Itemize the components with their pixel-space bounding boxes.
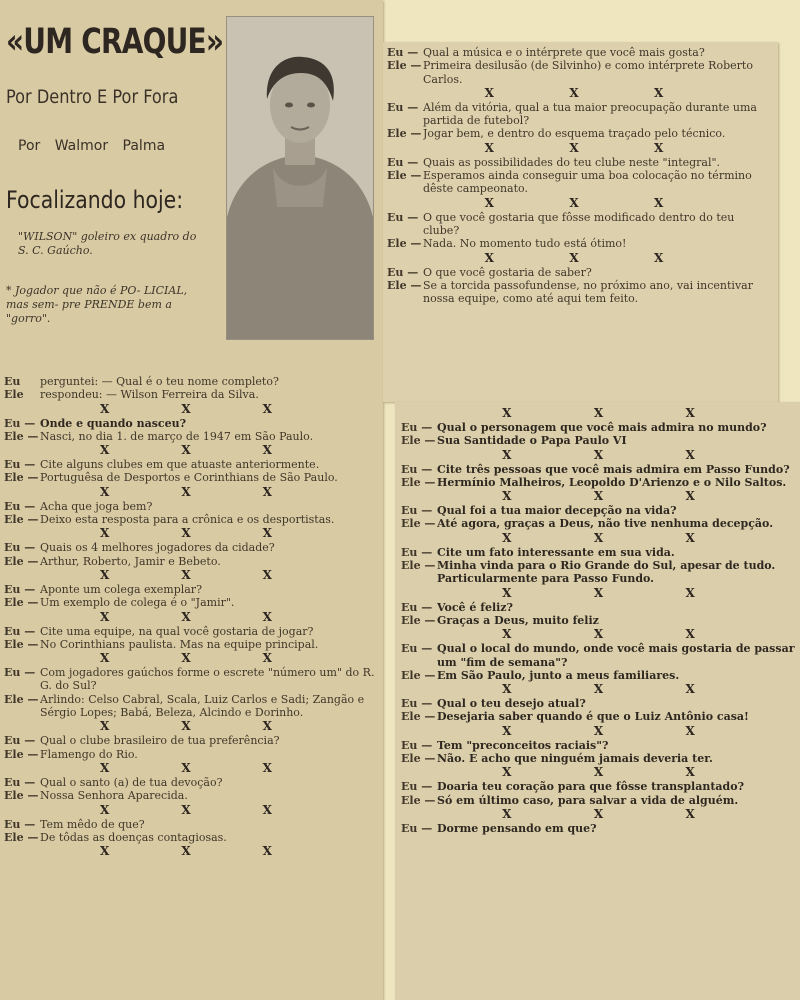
separator-mark: X [262, 526, 272, 541]
interview-text: Flamengo do Rio. [40, 747, 138, 761]
speaker-label: Eu — [4, 734, 36, 748]
speaker-label: Eu — [4, 624, 36, 638]
interview-text: Além da vitória, qual a tua maior preocupação durante uma partida de futebol? [423, 100, 761, 128]
separator-mark: X [100, 609, 110, 624]
section-separator [401, 807, 800, 822]
interview-line [401, 614, 800, 627]
separator-mark: X [685, 530, 695, 545]
separator-mark: X [100, 719, 110, 734]
separator-mark: X [262, 443, 272, 458]
interview-text: Qual o personagem que você mais admira no mundo? [437, 421, 767, 434]
separator-mark: X [262, 651, 272, 666]
separator-mark: X [685, 627, 695, 642]
interview-text: Qual foi a tua maior decepção na vida? [437, 504, 677, 518]
interview-text: Em São Paulo, junto a meus familiares. [437, 668, 680, 682]
interview-text: respondeu: — Wilson Ferreira da Silva. [40, 388, 259, 402]
separator-mark: X [502, 806, 512, 821]
interview-line [4, 555, 378, 568]
interview-text: Nada. No momento tudo está ótimo! [423, 237, 627, 251]
speaker-label: Ele — [401, 434, 436, 448]
separator-mark: X [569, 250, 579, 265]
separator-mark: X [100, 484, 110, 499]
interview-line [4, 638, 378, 651]
separator-mark: X [653, 250, 664, 265]
separator-mark: X [653, 140, 664, 155]
section-separator [4, 844, 378, 859]
interview-line [401, 504, 800, 517]
separator-mark: X [593, 627, 604, 642]
separator-mark: X [100, 443, 110, 458]
section-separator [387, 251, 771, 266]
separator-mark: X [502, 406, 512, 420]
speaker-label: Eu — [387, 265, 419, 279]
speaker-label: Eu [4, 375, 21, 388]
speaker-label: Ele — [4, 596, 39, 610]
separator-mark: X [685, 682, 695, 697]
interview-text: Acha que joga bem? [40, 499, 153, 513]
interview-text: Deixo esta resposta para a crônica e os desportistas. [40, 513, 335, 527]
separator-mark: X [484, 195, 494, 210]
interview-line [387, 101, 771, 128]
separator-mark: X [181, 443, 191, 458]
interview-line [401, 559, 800, 586]
separator-mark: X [100, 760, 110, 775]
interview-text: O que você gostaria de saber? [423, 265, 592, 279]
interview-line [401, 710, 800, 723]
speaker-label: Ele — [4, 637, 39, 651]
speaker-label: Ele [4, 388, 24, 402]
interview-text: Qual o local do mundo, onde você mais gostaria de passar um "fim de semana"? [437, 642, 799, 669]
interview-line [4, 666, 378, 693]
section-heading: Focalizando hoje: [6, 186, 184, 214]
section-separator [4, 526, 378, 541]
speaker-label: Ele — [401, 613, 436, 627]
separator-mark: X [685, 447, 695, 462]
interview-line [4, 776, 378, 789]
interview-text: Quais as possibilidades do teu clube neste "integral". [423, 155, 721, 169]
section-separator [401, 627, 800, 642]
section-separator [387, 196, 771, 211]
article-byline: Por Walmor Palma [18, 138, 166, 154]
section-separator [387, 141, 771, 156]
speaker-label: Ele — [4, 747, 39, 761]
interview-line [401, 697, 800, 710]
speaker-label: Ele — [401, 668, 436, 682]
speaker-label: Ele — [401, 517, 436, 531]
separator-mark: X [593, 682, 604, 697]
interview-line [401, 794, 800, 807]
interview-line [401, 780, 800, 793]
interview-text: Arthur, Roberto, Jamir e Bebeto. [40, 554, 221, 568]
section-separator [387, 86, 771, 101]
speaker-label: Eu — [387, 46, 419, 59]
interview-text: De tôdas as doenças contagiosas. [40, 830, 227, 844]
interview-line [4, 596, 378, 609]
speaker-label: Ele — [4, 789, 39, 803]
speaker-label: Eu — [387, 210, 419, 224]
speaker-label: Eu — [401, 421, 433, 434]
separator-mark: X [685, 723, 695, 738]
separator-mark: X [685, 765, 695, 780]
interview-line [4, 625, 378, 638]
interview-line [387, 156, 771, 169]
speaker-label: Eu — [401, 738, 433, 752]
interview-line [401, 739, 800, 752]
section-separator [401, 682, 800, 697]
interview-text: Arlindo: Celso Cabral, Scala, Luiz Carlos e Sadi; Zangão e Sérgio Lopes; Babá, Beleza, Alcindo e Dorinho. [40, 692, 368, 720]
separator-mark: X [593, 765, 604, 780]
interview-text: O que você gostaria que fôsse modificado dentro do teu clube? [423, 210, 738, 237]
separator-mark: X [181, 484, 191, 499]
interview-line [387, 266, 771, 279]
interview-line [4, 513, 378, 526]
separator-mark: X [653, 85, 664, 100]
interview-text: perguntei: — Qual é o teu nome completo? [40, 375, 279, 388]
interview-line [401, 669, 800, 682]
interview-text: No Corinthians paulista. Mas na equipe principal. [40, 637, 319, 651]
speaker-label: Eu — [401, 821, 433, 835]
interview-line [401, 642, 800, 669]
speaker-label: Ele — [401, 559, 436, 573]
speaker-label: Eu — [401, 780, 433, 794]
speaker-label: Eu — [4, 817, 36, 831]
interview-left-column [4, 375, 378, 859]
speaker-label: Ele — [387, 127, 422, 141]
interview-text: Sua Santidade o Papa Paulo VI [437, 434, 627, 448]
interview-line [401, 822, 800, 835]
separator-mark: X [502, 765, 512, 780]
separator-mark: X [100, 526, 110, 541]
interview-line [401, 434, 800, 447]
interview-line [4, 748, 378, 761]
separator-mark: X [181, 567, 191, 582]
interview-line [4, 500, 378, 513]
article-subtitle: Por Dentro E Por Fora [6, 86, 179, 108]
interview-text: Cite três pessoas que você mais admira em Passo Fundo? [437, 462, 790, 476]
separator-mark: X [262, 760, 272, 775]
speaker-label: Eu — [4, 541, 36, 555]
separator-mark: X [262, 401, 272, 416]
interview-line [4, 693, 378, 720]
interview-text: Doaria teu coração para que fôsse transplantado? [437, 780, 745, 794]
interview-line [387, 279, 771, 306]
separator-mark: X [502, 585, 512, 600]
speaker-label: Ele — [4, 554, 39, 568]
separator-mark: X [569, 140, 579, 155]
separator-mark: X [569, 85, 579, 100]
interview-text: Se a torcida passofundense, no próximo ano, vai incentivar nossa equipe, como até aqui tem feito. [423, 278, 757, 306]
section-separator [401, 724, 800, 739]
speaker-label: Ele — [401, 752, 436, 766]
interview-line [387, 127, 771, 140]
separator-mark: X [569, 195, 579, 210]
separator-mark: X [653, 195, 664, 210]
interview-line [401, 546, 800, 559]
interview-line [401, 421, 800, 434]
section-separator [4, 443, 378, 458]
player-intro: "WILSON" goleiro ex quadro do S. C. Gaúcho. [18, 230, 197, 257]
section-separator [4, 651, 378, 666]
section-separator [401, 406, 800, 421]
speaker-label: Ele — [4, 471, 39, 485]
interview-text: Dorme pensando em que? [437, 821, 597, 835]
interview-text: Qual o clube brasileiro de tua preferência? [40, 734, 280, 748]
interview-text: Cite alguns clubes em que atuaste anteriormente. [40, 458, 320, 472]
interview-text: Hermínio Malheiros, Leopoldo D'Arienzo e o Nilo Saltos. [437, 475, 787, 489]
interview-line [401, 752, 800, 765]
separator-mark: X [502, 489, 512, 504]
interview-text: Desejaria saber quando é que o Luiz Antônio casa! [437, 710, 749, 724]
interview-text: Com jogadores gaúchos forme o escrete "número um" do R. G. do Sul? [40, 666, 378, 693]
separator-mark: X [100, 401, 110, 416]
separator-mark: X [685, 585, 695, 600]
interview-text: Tem mêdo de que? [40, 817, 145, 831]
interview-line [4, 417, 378, 430]
speaker-label: Eu — [401, 600, 433, 614]
separator-mark: X [484, 140, 494, 155]
speaker-label: Eu — [401, 642, 433, 656]
separator-mark: X [181, 609, 191, 624]
interview-line [387, 211, 771, 238]
interview-line [4, 831, 378, 844]
speaker-label: Eu — [4, 775, 36, 789]
speaker-label: Eu — [4, 458, 36, 472]
interview-text: Não. E acho que ninguém jamais deveria ter. [437, 752, 713, 766]
interview-text: Só em último caso, para salvar a vida de alguém. [437, 793, 739, 807]
separator-mark: X [262, 719, 272, 734]
separator-mark: X [100, 844, 110, 859]
speaker-label: Ele — [4, 513, 39, 527]
interview-right-top-column [387, 46, 771, 305]
section-separator [4, 803, 378, 818]
speaker-label: Eu — [401, 504, 433, 518]
interview-text: Um exemplo de colega é o "Jamir". [40, 596, 235, 610]
section-separator [4, 568, 378, 583]
interview-text: Qual o teu desejo atual? [437, 697, 586, 711]
interview-line [4, 471, 378, 484]
speaker-label: Ele — [4, 830, 39, 844]
section-separator [4, 402, 378, 417]
interview-line [401, 463, 800, 476]
interview-text: Graças a Deus, muito feliz [437, 613, 599, 627]
separator-mark: X [502, 447, 512, 462]
interview-right-bottom-column [401, 406, 800, 835]
interview-line [4, 583, 378, 596]
separator-mark: X [484, 85, 494, 100]
speaker-label: Eu — [4, 666, 36, 680]
separator-mark: X [593, 406, 604, 420]
interview-text: Cite uma equipe, na qual você gostaria de jogar? [40, 624, 314, 638]
interview-text: Quais os 4 melhores jogadores da cidade? [40, 541, 275, 555]
interview-text: Cite um fato interessante em sua vida. [437, 545, 675, 559]
interview-line [387, 59, 771, 86]
interview-line [4, 430, 378, 443]
separator-mark: X [593, 530, 604, 545]
speaker-label: Ele — [4, 429, 39, 443]
separator-mark: X [262, 802, 272, 817]
interview-text: Aponte um colega exemplar? [40, 582, 202, 596]
separator-mark: X [181, 760, 191, 775]
player-note: * Jogador que não é PO- LICIAL, mas sem- pre PRENDE bem a "gorro". [6, 284, 188, 325]
separator-mark: X [593, 806, 604, 821]
speaker-label: Eu — [4, 582, 36, 596]
interview-line [4, 818, 378, 831]
interview-text: Minha vinda para o Rio Grande do Sul, apesar de tudo. Particularmente para Passo Fundo. [437, 559, 780, 586]
interview-line [401, 517, 800, 530]
separator-mark: X [502, 682, 512, 697]
interview-text: Portuguêsa de Desportos e Corinthians de São Paulo. [40, 471, 338, 485]
separator-mark: X [181, 844, 191, 859]
separator-mark: X [100, 651, 110, 666]
separator-mark: X [685, 806, 695, 821]
interview-text: Qual a música e o intérprete que você mais gosta? [423, 46, 705, 59]
interview-text: Primeira desilusão (de Silvinho) e como intérprete Roberto Carlos. [423, 59, 757, 86]
separator-mark: X [502, 627, 512, 642]
newspaper-clipping-right-bottom [395, 402, 800, 1000]
speaker-label: Ele — [387, 59, 422, 73]
speaker-label: Ele — [387, 237, 422, 251]
interview-line [387, 237, 771, 250]
section-separator [401, 586, 800, 601]
separator-mark: X [181, 802, 191, 817]
interview-line [4, 458, 378, 471]
speaker-label: Ele — [401, 710, 436, 724]
separator-mark: X [593, 723, 604, 738]
section-separator [401, 531, 800, 546]
section-separator [4, 610, 378, 625]
interview-line [4, 375, 378, 388]
separator-mark: X [262, 484, 272, 499]
separator-mark: X [181, 719, 191, 734]
separator-mark: X [100, 802, 110, 817]
interview-line [4, 734, 378, 747]
separator-mark: X [685, 489, 695, 504]
newspaper-clipping-right-top [383, 42, 778, 402]
interview-text: Tem "preconceitos raciais"? [437, 738, 609, 752]
section-separator [4, 761, 378, 776]
separator-mark: X [262, 567, 272, 582]
speaker-label: Ele — [401, 793, 436, 807]
interview-line [4, 388, 378, 401]
interview-text: Onde e quando nasceu? [40, 416, 187, 430]
interview-line [401, 476, 800, 489]
interview-text: Nasci, no dia 1. de março de 1947 em São Paulo. [40, 429, 314, 443]
section-separator [4, 719, 378, 734]
interview-text: Esperamos ainda conseguir uma boa colocação no término dêste campeonato. [423, 169, 756, 196]
interview-text: Até agora, graças a Deus, não tive nenhuma decepção. [437, 517, 774, 531]
section-separator [401, 765, 800, 780]
player-photo [226, 16, 374, 340]
separator-mark: X [593, 489, 604, 504]
speaker-label: Eu — [4, 499, 36, 513]
speaker-label: Eu — [4, 416, 36, 430]
section-separator [401, 448, 800, 463]
separator-mark: X [484, 250, 494, 265]
speaker-label: Eu — [401, 697, 433, 711]
separator-mark: X [593, 447, 604, 462]
separator-mark: X [502, 530, 512, 545]
speaker-label: Eu — [401, 462, 433, 476]
speaker-label: Eu — [401, 545, 433, 559]
interview-text: Você é feliz? [437, 600, 513, 614]
interview-text: Jogar bem, e dentro do esquema traçado pelo técnico. [423, 127, 726, 141]
speaker-label: Ele — [387, 278, 422, 292]
separator-mark: X [262, 609, 272, 624]
speaker-label: Eu — [387, 100, 419, 114]
interview-text: Nossa Senhora Aparecida. [40, 789, 188, 803]
separator-mark: X [181, 651, 191, 666]
interview-line [401, 601, 800, 614]
separator-mark: X [502, 723, 512, 738]
newspaper-clipping-left [0, 0, 383, 1000]
speaker-label: Ele — [4, 692, 39, 706]
speaker-label: Ele — [401, 475, 436, 489]
separator-mark: X [685, 406, 695, 420]
separator-mark: X [181, 526, 191, 541]
separator-mark: X [181, 401, 191, 416]
separator-mark: X [262, 844, 272, 859]
separator-mark: X [593, 585, 604, 600]
portrait-photo-icon [227, 17, 373, 339]
speaker-label: Eu — [387, 155, 419, 169]
interview-text: Qual o santo (a) de tua devoção? [40, 775, 223, 789]
interview-line [4, 789, 378, 802]
article-title: «UM CRAQUE» [6, 22, 224, 62]
interview-line [387, 46, 771, 59]
section-separator [4, 485, 378, 500]
speaker-label: Ele — [387, 169, 422, 183]
interview-line [387, 169, 771, 196]
section-separator [401, 489, 800, 504]
interview-line [4, 541, 378, 554]
separator-mark: X [100, 567, 110, 582]
